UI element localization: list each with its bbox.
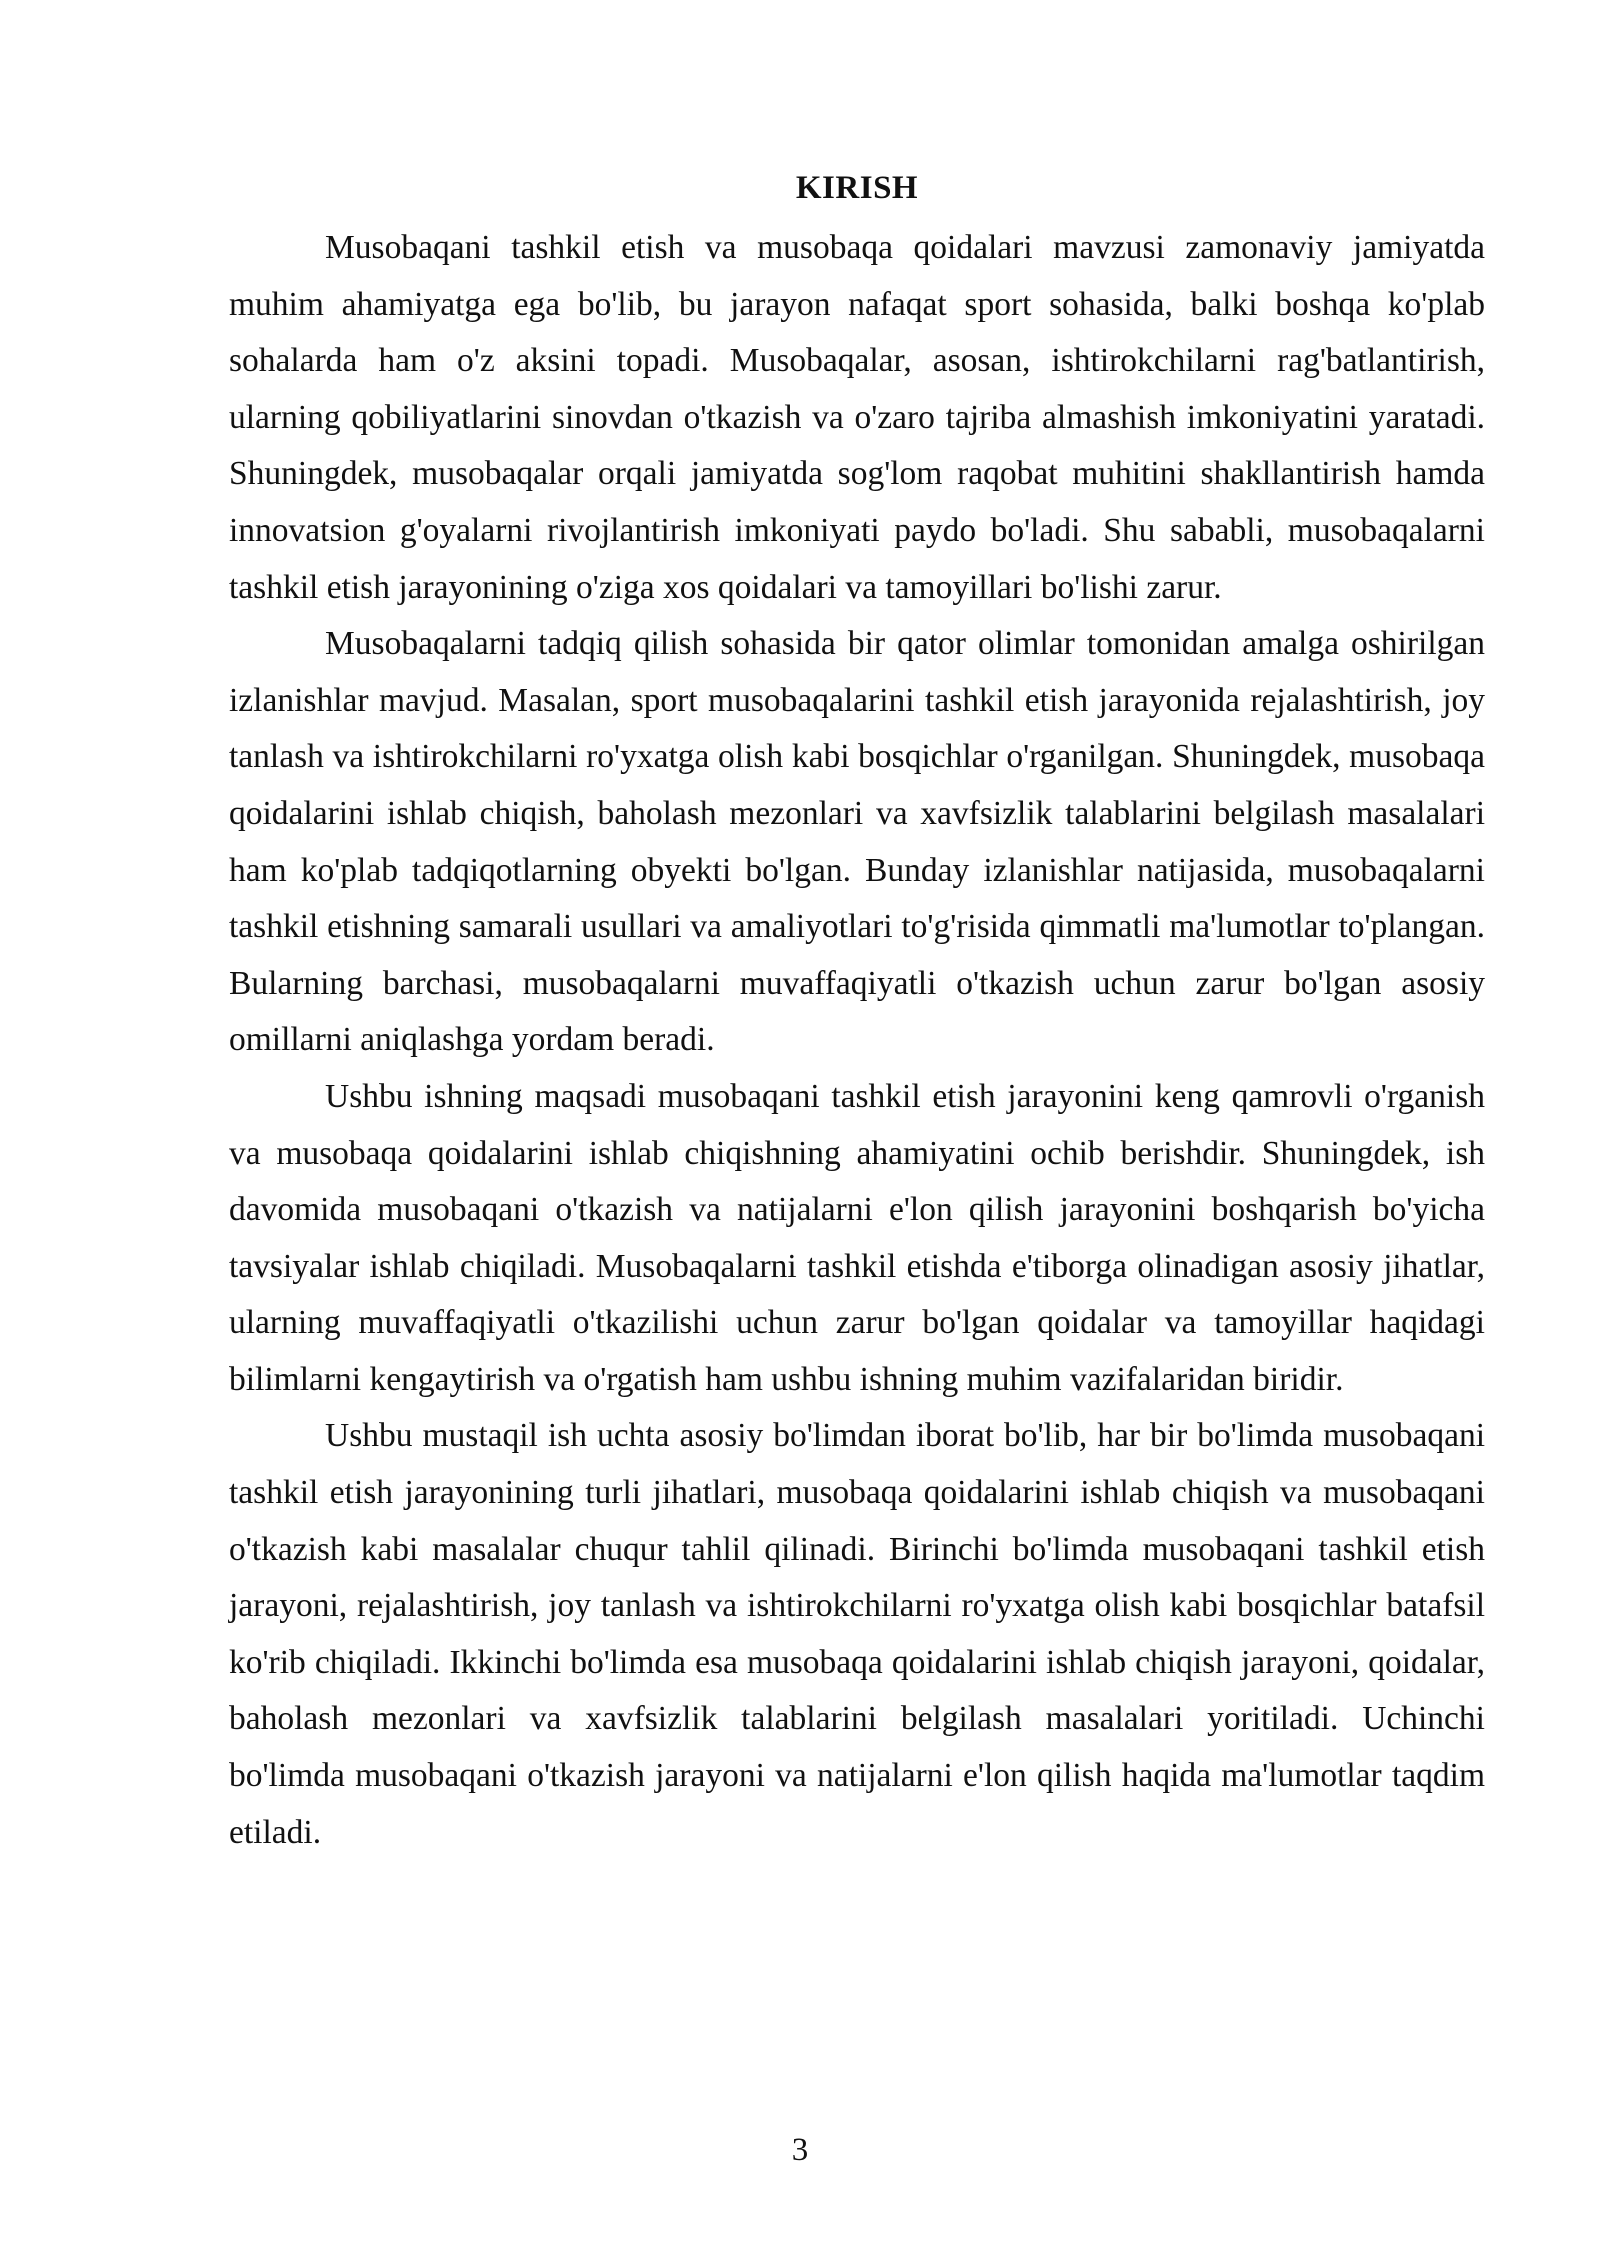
paragraph-goal: Ushbu ishning maqsadi musobaqani tashkil etish jarayonini keng qamrovli o'rganish va musobaqa qoidalarini ishlab chiqishning ahamiyatini ochib berishdir. Shuningdek, ish davomida musobaqani o'tkazish va natijalarni e'lon qilish jarayonini boshqarish bo'yicha tavsiyalar ishlab chiqiladi. Musobaqalarni tashkil etishda e'tiborga olinadigan asosiy jihatlar, ularning muvaffaqiyatli o'tkazilishi uchun zarur bo'lgan qoidalar va tamoyillar haqidagi bilimlarni kengaytirish va o'rgatish ham ushbu ishning muhim vazifalaridan biridir. xyxy=(229,1077,1485,1398)
paragraph-intro: Musobaqani tashkil etish va musobaqa qoidalari mavzusi zamonaviy jamiyatda muhim ahamiyatga ega bo'lib, bu jarayon nafaqat sport sohasida, balki boshqa ko'plab sohalarda ham o'z aksini topadi. Musobaqalar, asosan, ishtirokchilarni rag'batlantirish, ularning qobiliyatlarini sinovdan o'tkazish va o'zaro tajriba almashish imkoniyatini yaratadi. Shuningdek, musobaqalar orqali jamiyatda sog'lom raqobat muhitini shakllantirish hamda innovatsion g'oyalarni rivojlantirish imkoniyati paydo bo'ladi. Shu sababli, musobaqalarni tashkil etish jarayonining o'ziga xos qoidalari va tamoyillari bo'lishi zarur. xyxy=(229,229,1485,606)
paragraph-structure: Ushbu mustaqil ish uchta asosiy bo'limdan iborat bo'lib, har bir bo'limda musobaqani tashkil etish jarayonining turli jihatlari, musobaqa qoidalarini ishlab chiqish va musobaqani o'tkazish kabi masalalar chuqur tahlil qilinadi. Birinchi bo'limda musobaqani tashkil etish jarayoni, rejalashtirish, joy tanlash va ishtirokchilarni ro'yxatga olish kabi bosqichlar batafsil ko'rib chiqiladi. Ikkinchi bo'limda esa musobaqa qoidalarini ishlab chiqish jarayoni, qoidalar, baholash mezonlari va xavfsizlik talablarini belgilash masalalari yoritiladi. Uchinchi bo'limda musobaqani o'tkazish jarayoni va natijalarni e'lon qilish haqida ma'lumotlar taqdim etiladi. xyxy=(229,1417,1485,1851)
page-number: 3 xyxy=(791,2132,809,2168)
page-title: KIRISH xyxy=(795,170,919,206)
page-content xyxy=(229,160,1485,1861)
paragraph-research: Musobaqalarni tadqiq qilish sohasida bir qator olimlar tomonidan amalga oshirilgan izlanishlar mavjud. Masalan, sport musobaqalarini tashkil etish jarayonida rejalashtirish, joy tanlash va ishtirokchilarni ro'yxatga olish kabi bosqichlar o'rganilgan. Shuningdek, musobaqa qoidalarini ishlab chiqish, baholash mezonlari va xavfsizlik talablarini belgilash masalalari ham ko'plab tadqiqotlarning obyekti bo'lgan. Bunday izlanishlar natijasida, musobaqalarni tashkil etishning samarali usullari va amaliyotlari to'g'risida qimmatli ma'lumotlar to'plangan. Bularning barchasi, musobaqalarni muvaffaqiyatli o'tkazish uchun zarur bo'lgan asosiy omillarni aniqlashga yordam beradi. xyxy=(229,625,1485,1059)
